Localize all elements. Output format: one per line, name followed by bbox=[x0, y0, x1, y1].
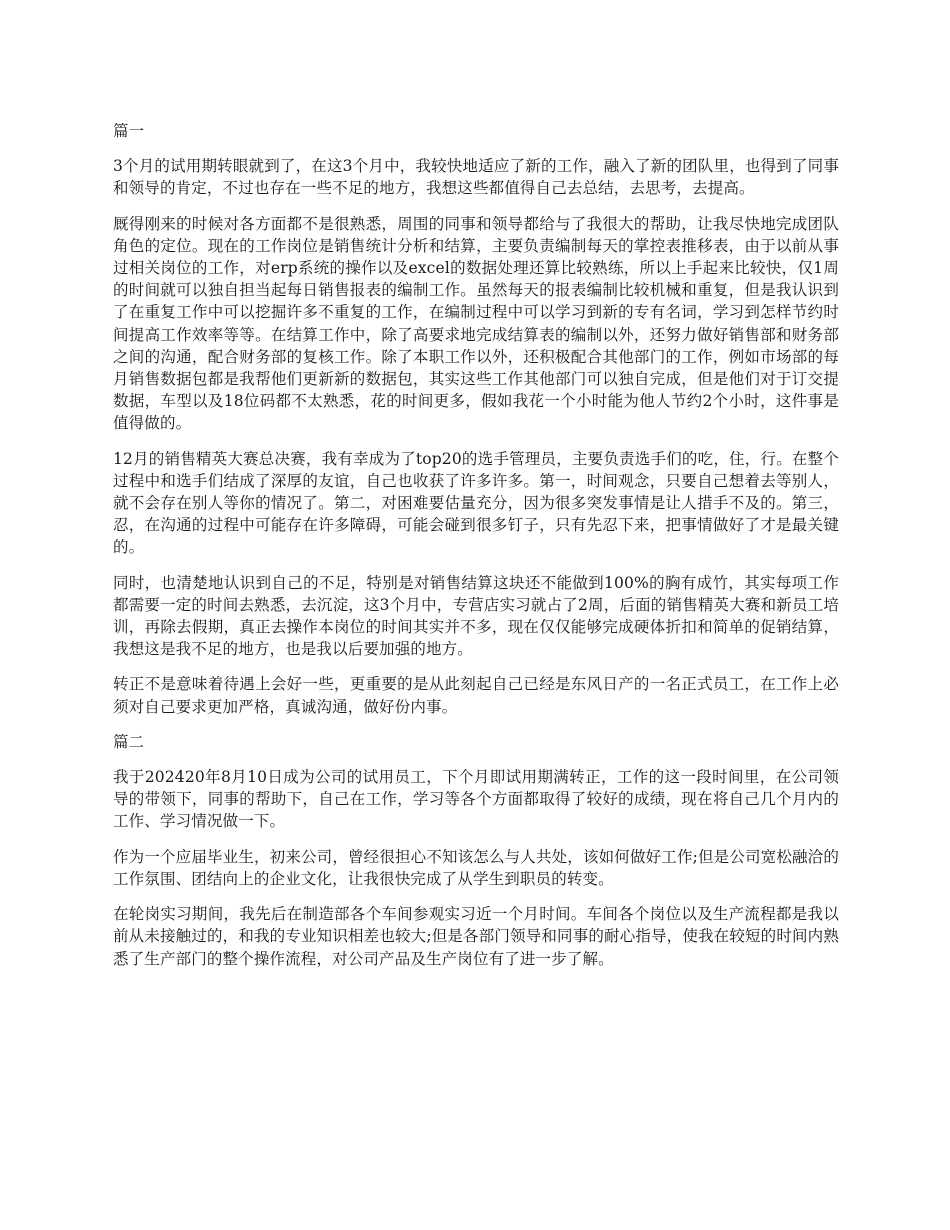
paragraph: 12月的销售精英大赛总决赛，我有幸成为了top20的选手管理员，主要负责选手们的吃，住，行。在整个过程中和选手们结成了深厚的友谊，自己也收获了许多许多。第一，时间观念，只要自己想着去等别人，就不会存在别人等你的情况了。第二，对困难要估量充分，因为很多突发事情是让人措手不及的。第三，忍，在沟通的过程中可能存在许多障碍，可能会碰到很多钉子，只有先忍下来，把事情做好了才是最关键的。 bbox=[113, 449, 839, 557]
section-heading: 篇二 bbox=[113, 732, 145, 751]
paragraph: 转正不是意味着待遇上会好一些，更重要的是从此刻起自己已经是东风日产的一名正式员工，在工作上必须对自己要求更加严格，真诚沟通，做好份内事。 bbox=[113, 675, 839, 716]
paragraph: 厩得刚来的时候对各方面都不是很熟悉，周围的同事和领导都给与了我很大的帮助，让我尽快地完成团队角色的定位。现在的工作岗位是销售统计分析和结算，主要负责编制每天的掌控表推移表，由于以前从事过相关岗位的工作，对erp系统的操作以及excel的数据处理还算比较熟练，所以上手起来比较快，仅1周的时间就可以独自担当起每日销售报表的编制工作。虽然每天的报表编制比较机械和重复，但是我认识到了在重复工作中可以挖掘许多不重复的工作，在编制过程中可以学习到新的专有名词，学习到怎样节约时间提高工作效率等等。在结算工作中，除了高要求地完成结算表的编制以外，还努力做好销售部和财务部之间的沟通，配合财务部的复核工作。除了本职工作以外，还积极配合其他部门的工作，例如市场部的每月销售数据包都是我帮他们更新新的数据包，其实这些工作其他部门可以独自完成，但是他们对于订交提数据，车型以及18位码都不太熟悉，花的时间更多，假如我花一个小时能为他人节约2个小时，这件事是值得做的。 bbox=[113, 214, 839, 433]
paragraph: 3个月的试用期转眼就到了，在这3个月中，我较快地适应了新的工作，融入了新的团队里，也得到了同事和领导的肯定，不过也存在一些不足的地方，我想这些都值得自己去总结，去思考，去提高。 bbox=[113, 157, 839, 198]
paragraph: 同时，也清楚地认识到自己的不足，特别是对销售结算这块还不能做到100%的胸有成竹，其实每项工作都需要一定的时间去熟悉，去沉淀，这3个月中，专营店实习就占了2周，后面的销售精英大赛和新员工培训，再除去假期，真正去操作本岗位的时间其实并不多，现在仅仅能够完成硬体折扣和简单的促销结算，我想这是我不足的地方，也是我以后要加强的地方。 bbox=[113, 573, 839, 659]
document-body bbox=[113, 120, 839, 983]
section-heading: 篇一 bbox=[113, 122, 145, 140]
paragraph: 作为一个应届毕业生，初来公司，曾经很担心不知该怎么与人共处，该如何做好工作;但是公司宽松融洽的工作氛围、团结向上的企业文化，让我很快完成了从学生到职员的转变。 bbox=[113, 847, 839, 888]
paragraph: 在轮岗实习期间，我先后在制造部各个车间参观实习近一个月时间。车间各个岗位以及生产流程都是我以前从未接触过的，和我的专业知识相差也较大;但是各部门领导和同事的耐心指导，使我在较短的时间内熟悉了生产部门的整个操作流程，对公司产品及生产岗位有了进一步了解。 bbox=[113, 905, 839, 968]
paragraph: 我于202420年8月10日成为公司的试用员工，下个月即试用期满转正，工作的这一段时间里，在公司领导的带领下，同事的帮助下，自己在工作，学习等各个方面都取得了较好的成绩，现在将自己几个月内的工作、学习情况做一下。 bbox=[113, 768, 839, 831]
